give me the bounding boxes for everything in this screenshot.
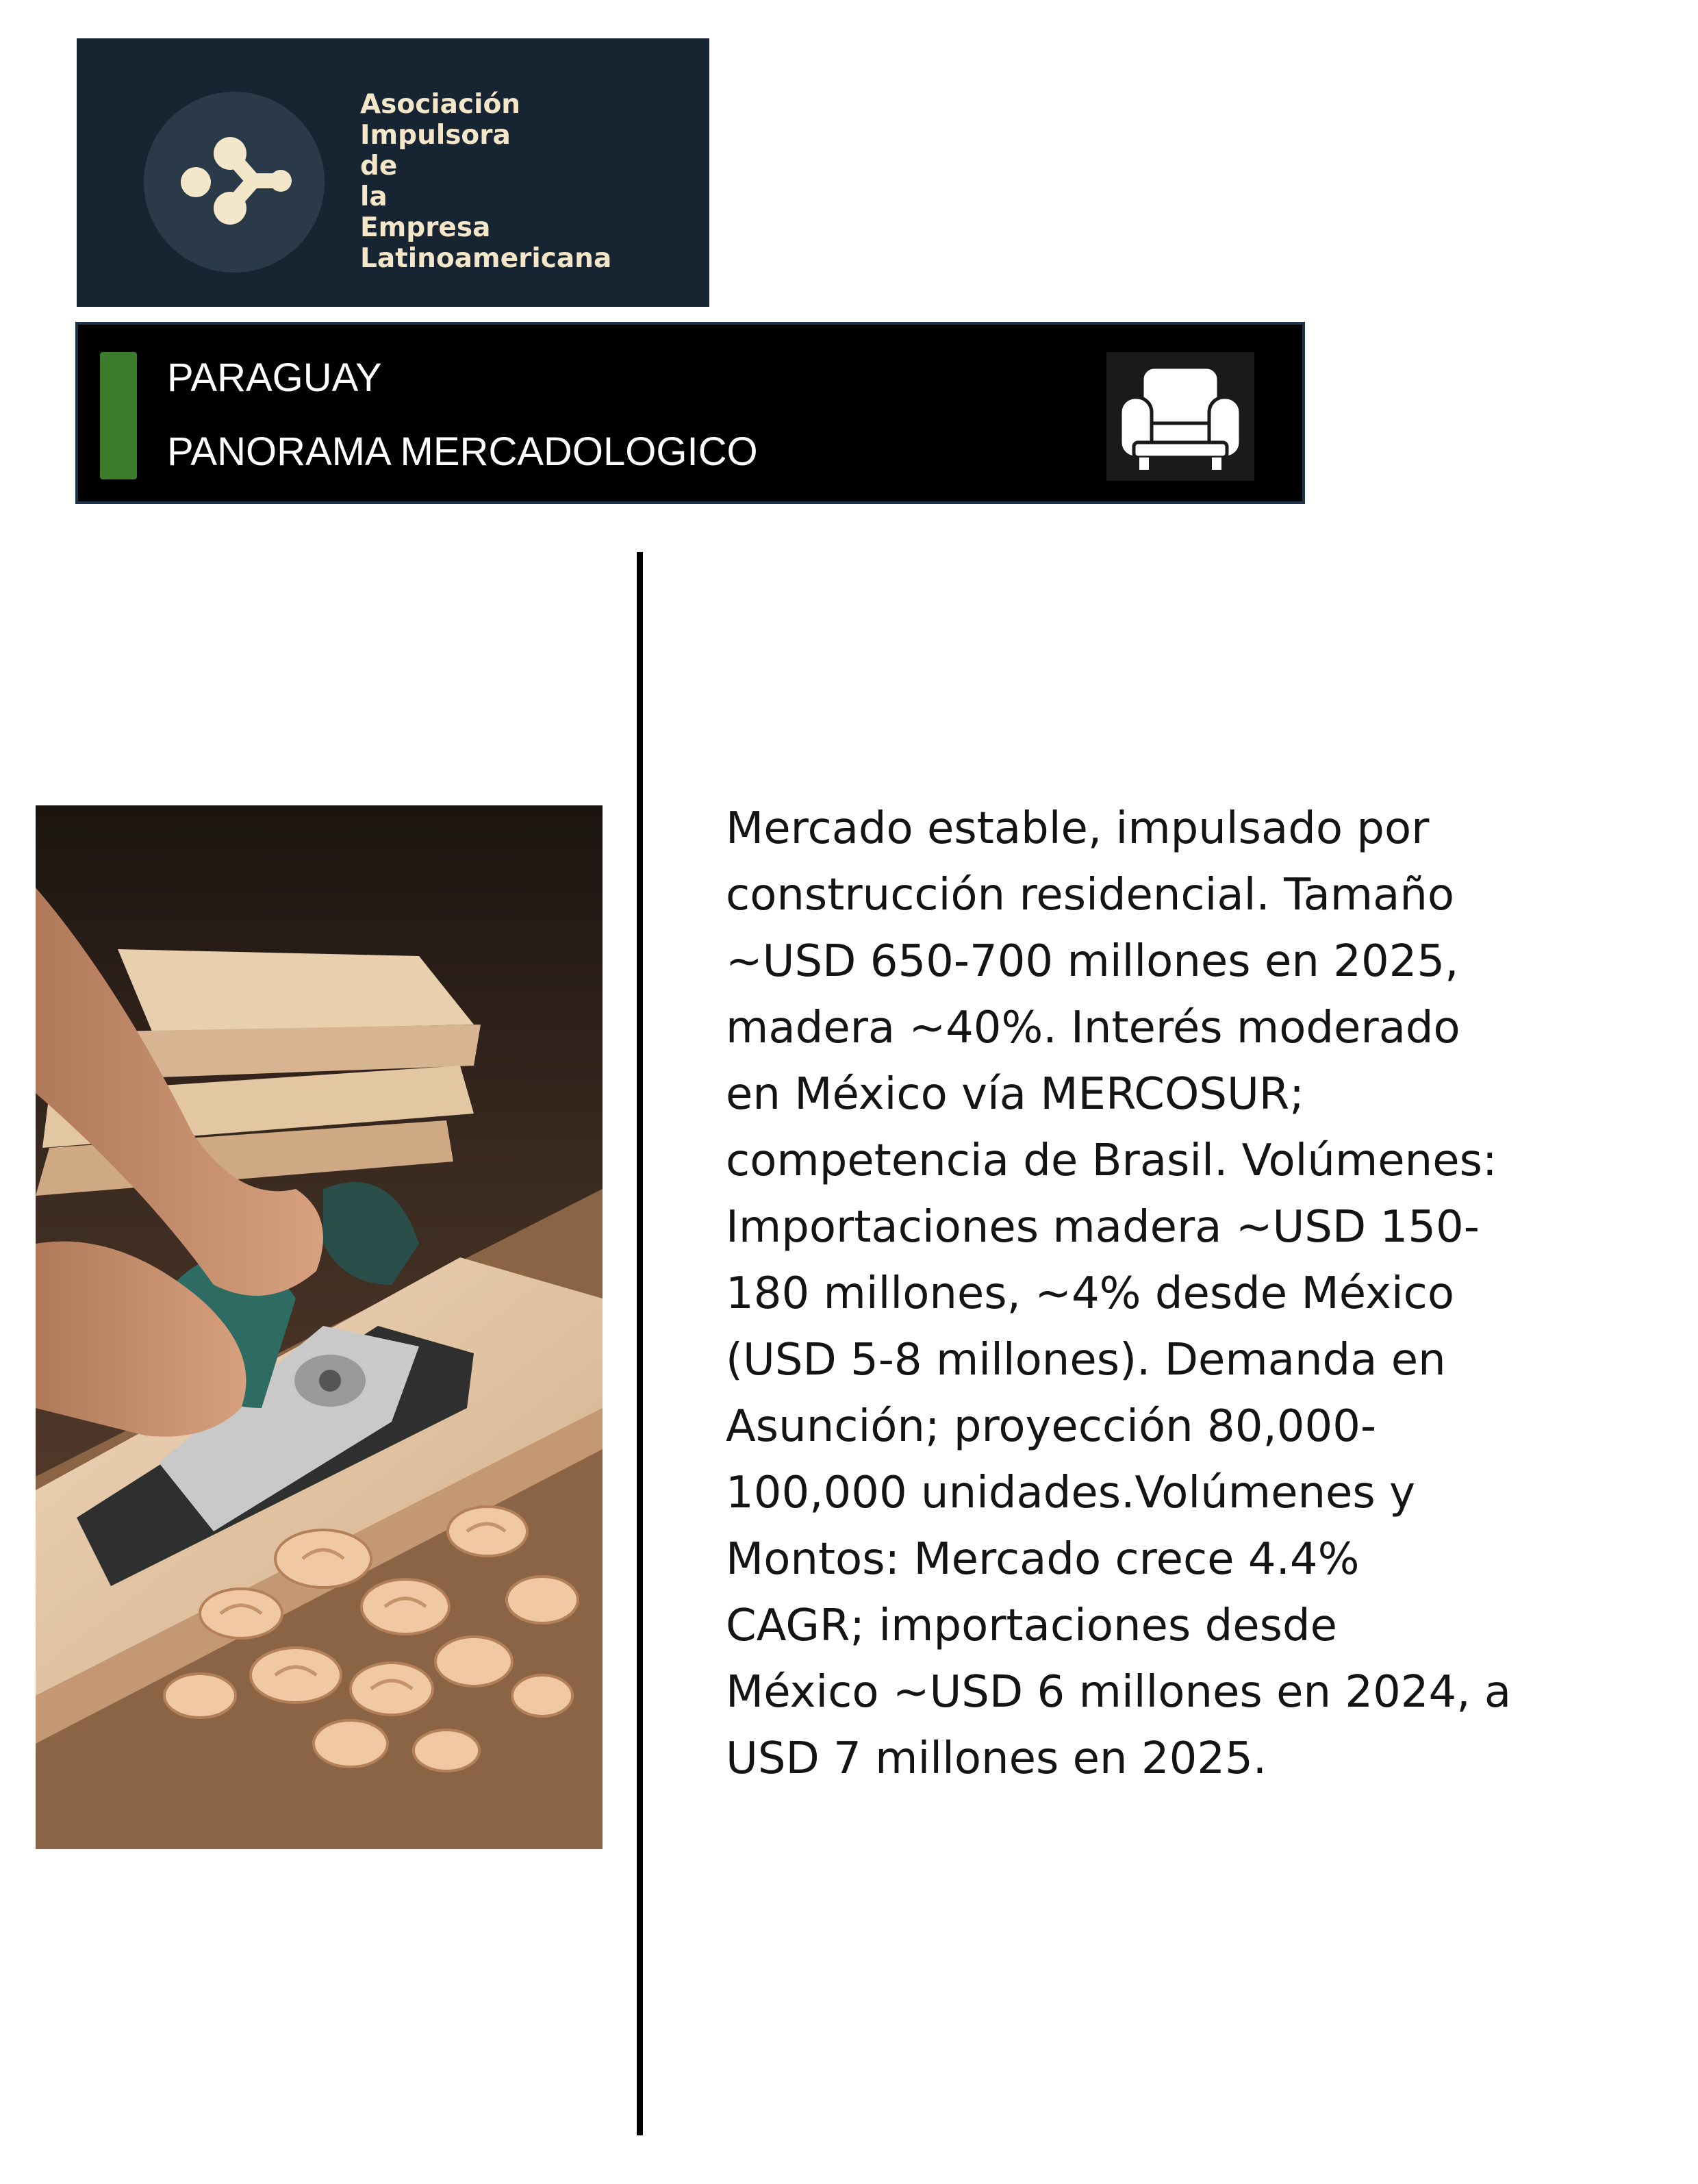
logo-line: Empresa xyxy=(360,212,491,243)
text-line: competencia de Brasil. Volúmenes: xyxy=(726,1135,1497,1186)
vertical-divider xyxy=(637,552,643,2135)
text-line: ~USD 650-700 millones en 2025, xyxy=(726,936,1459,987)
logo-line: Impulsora xyxy=(360,120,511,151)
logo-line: Asociación xyxy=(360,89,521,120)
logo-line: la xyxy=(360,181,388,212)
text-line: construcción residencial. Tamaño xyxy=(726,870,1455,920)
text-line: Asunción; proyección 80,000- xyxy=(726,1401,1377,1452)
woodworking-photo xyxy=(36,805,603,1849)
organization-logo xyxy=(77,38,709,307)
text-line: 180 millones, ~4% desde México xyxy=(726,1268,1454,1319)
text-line: USD 7 millones en 2025. xyxy=(726,1733,1267,1784)
section-header xyxy=(75,322,1305,504)
text-line: (USD 5-8 millones). Demanda en xyxy=(726,1335,1446,1385)
market-summary xyxy=(726,796,1547,1792)
country-title: PARAGUAY xyxy=(167,355,382,400)
text-line: Mercado estable, impulsado por xyxy=(726,803,1430,854)
network-node-icon xyxy=(144,92,325,273)
report-subtitle: PANORAMA MERCADOLOGICO xyxy=(167,429,758,474)
text-line: 100,000 unidades.Volúmenes y xyxy=(726,1468,1415,1518)
text-line: Montos: Mercado crece 4.4% xyxy=(726,1534,1360,1585)
text-line: en México vía MERCOSUR; xyxy=(726,1069,1304,1120)
text-line: madera ~40%. Interés moderado xyxy=(726,1003,1460,1053)
armchair-icon xyxy=(1106,352,1254,481)
organization-name xyxy=(360,89,689,274)
text-line: Importaciones madera ~USD 150- xyxy=(726,1202,1480,1253)
text-line: México ~USD 6 millones en 2024, a xyxy=(726,1667,1512,1718)
text-line: CAGR; importaciones desde xyxy=(726,1601,1337,1651)
logo-line: de xyxy=(360,151,398,181)
accent-bar xyxy=(100,352,137,479)
logo-line: Latinoamericana xyxy=(360,243,612,274)
